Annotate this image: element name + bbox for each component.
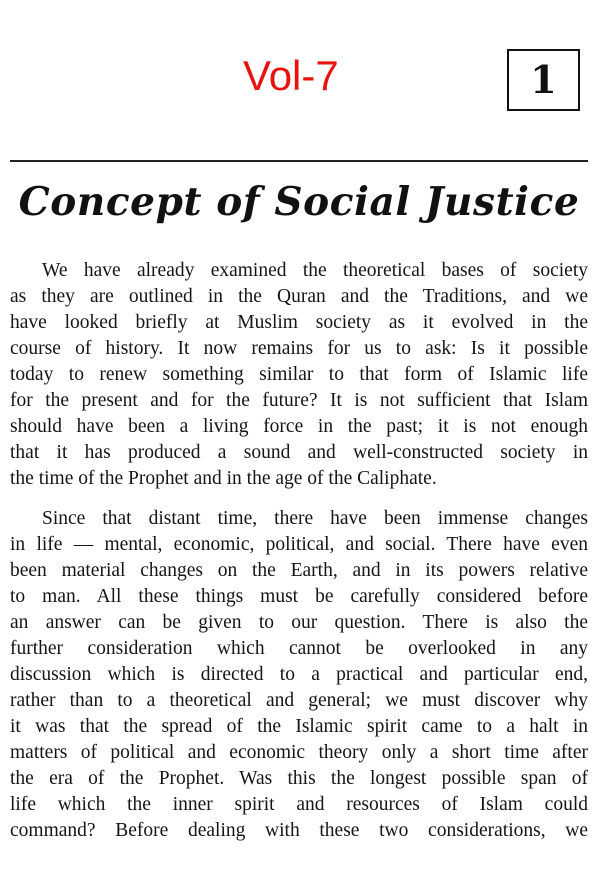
text-line: to man. All these things must be carefully considered before [10, 586, 588, 607]
text-line: that it has produced a sound and well-constructed society in [10, 442, 588, 463]
text-line: should have been a living force in the past; it is not enough [10, 416, 588, 437]
text-line: an answer can be given to our question. There is also the [10, 612, 588, 633]
text-line: have looked briefly at Muslim society as it evolved in the [10, 312, 588, 333]
chapter-title: Concept of Social Justice [18, 179, 580, 225]
text-line: further consideration which cannot be overlooked in any [10, 638, 588, 659]
text-line: We have already examined the theoretical bases of society [42, 260, 588, 281]
volume-label: Vol-7 [243, 52, 339, 99]
text-line: as they are outlined in the Quran and the Traditions, and we [10, 286, 588, 307]
paragraph-2 [10, 506, 588, 844]
text-line: today to renew something similar to that form of Islamic life [10, 364, 588, 385]
text-line: Since that distant time, there have been immense changes [42, 508, 588, 529]
text-line: been material changes on the Earth, and in its powers relative [10, 560, 588, 581]
text-line: the time of the Prophet and in the age of the Caliphate. [10, 468, 437, 489]
text-line: in life — mental, economic, political, and social. There have even [10, 534, 588, 555]
text-line: rather than to a theoretical and general; we must discover why [10, 690, 588, 711]
text-line: it was that the spread of the Islamic spirit came to a halt in [10, 716, 588, 737]
text-line: command? Before dealing with these two considerations, we [10, 820, 588, 841]
paragraph-1 [10, 258, 588, 492]
chapter-number-box [507, 49, 580, 111]
text-line: for the present and for the future? It is not sufficient that Islam [10, 390, 588, 411]
text-line: matters of political and economic theory only a short time after [10, 742, 588, 763]
body-text [10, 258, 588, 858]
text-line: the era of the Prophet. Was this the longest possible span of [10, 768, 588, 789]
header-divider [10, 160, 588, 162]
text-line: life which the inner spirit and resources of Islam could [10, 794, 588, 815]
text-line: course of history. It now remains for us to ask: Is it possible [10, 338, 588, 359]
text-line: discussion which is directed to a practical and particular end, [10, 664, 588, 685]
chapter-number: 1 [530, 57, 557, 102]
